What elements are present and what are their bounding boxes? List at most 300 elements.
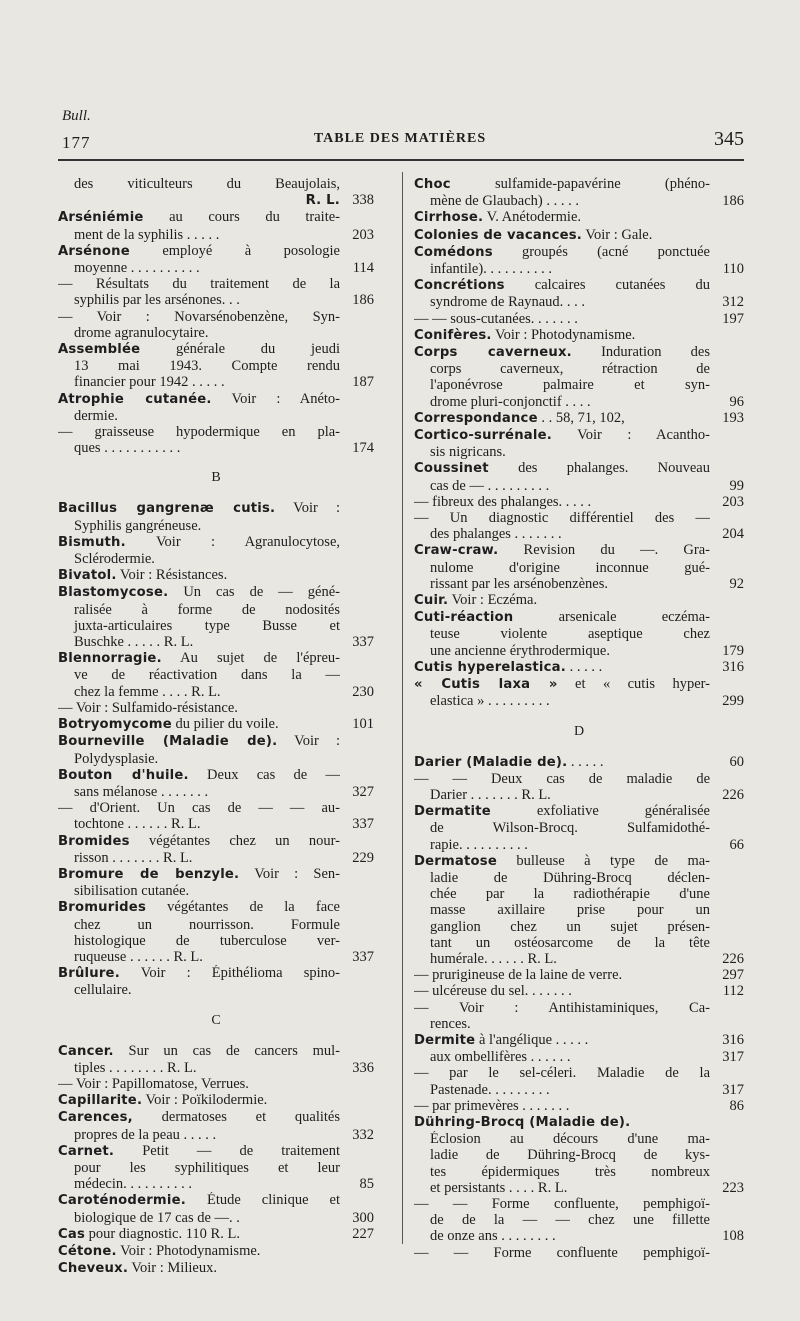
index-line xyxy=(414,967,744,983)
index-headword: Capillarite. xyxy=(58,1093,143,1109)
index-entry-body: — Voir : Antihistaminiques, Ca- xyxy=(414,999,710,1016)
index-entry-body: Buschke . . . . . R. L. xyxy=(74,634,194,651)
page-reference: 332 xyxy=(352,1126,374,1143)
index-entry-text xyxy=(414,277,710,294)
index-entry-text xyxy=(414,1131,710,1147)
page-reference: 229 xyxy=(352,849,374,866)
index-line xyxy=(414,886,744,902)
index-headword: Cas xyxy=(58,1226,86,1242)
index-entry-text xyxy=(58,1060,340,1076)
index-entry-body: Voir : xyxy=(277,733,340,750)
index-entry-text xyxy=(58,1160,340,1176)
page-reference xyxy=(710,886,744,902)
index-headword: Dermatite xyxy=(414,804,491,820)
index-entry-body: Voir : xyxy=(275,500,340,517)
index-entry-text xyxy=(414,803,710,820)
index-entry-body: moyenne . . . . . . . . . . xyxy=(74,260,200,277)
index-entry-body: de onze ans . . . . . . . . xyxy=(430,1228,556,1245)
index-entry-text xyxy=(414,754,710,771)
index-entry-body: Pastenade. . . . . . . . . xyxy=(430,1081,550,1098)
page-reference xyxy=(340,424,374,440)
page-reference xyxy=(340,1143,374,1160)
page-reference: 316 xyxy=(722,658,744,675)
index-line xyxy=(58,700,374,716)
page-reference xyxy=(710,227,744,244)
index-entry-text xyxy=(414,410,710,427)
index-line xyxy=(414,820,744,836)
index-entry-body: arsenicale eczéma- xyxy=(513,609,710,626)
index-entry-text xyxy=(414,853,710,870)
index-line xyxy=(58,650,374,667)
page-reference xyxy=(340,800,374,816)
index-entry-text xyxy=(414,1245,710,1261)
index-entry-text xyxy=(58,500,340,517)
index-headword: Blennorragie. xyxy=(58,651,162,667)
index-entry-body: chez un nourrisson. Formule xyxy=(74,916,340,933)
index-entry-body: des phalanges. Nouveau xyxy=(488,460,710,477)
index-entry-body: — graisseuse hypodermique en pla- xyxy=(58,424,340,441)
index-entry-text xyxy=(58,408,340,424)
index-entry-text xyxy=(58,1127,340,1143)
index-entry-body: financier pour 1942 . . . . . xyxy=(74,374,225,391)
index-entry-text xyxy=(58,1260,340,1277)
index-entry-text xyxy=(414,659,710,676)
index-line xyxy=(58,584,374,601)
page-reference xyxy=(710,1065,744,1081)
index-line xyxy=(414,1180,744,1196)
index-entry-body: corps caverneux, rétraction de xyxy=(430,361,710,378)
index-entry-text xyxy=(58,700,340,716)
index-entry-text xyxy=(414,526,710,542)
index-line xyxy=(58,1243,374,1260)
index-line xyxy=(414,327,744,344)
index-entry-text xyxy=(414,771,710,787)
index-entry-text xyxy=(58,650,340,667)
index-line xyxy=(58,850,374,866)
index-entry-text xyxy=(58,667,340,683)
index-entry-body: syphilis par les arsénones. . . xyxy=(74,292,240,309)
index-entry-text xyxy=(58,1192,340,1209)
page-reference xyxy=(710,1000,744,1016)
index-line xyxy=(58,1160,374,1176)
index-entry-body: R. L. xyxy=(305,193,340,209)
index-entry-text xyxy=(58,784,340,800)
index-line xyxy=(58,1109,374,1126)
index-line xyxy=(58,440,374,456)
page-reference xyxy=(340,518,374,534)
index-line xyxy=(414,344,744,361)
index-entry-text xyxy=(414,870,710,886)
page-reference: 186 xyxy=(352,292,374,309)
index-line xyxy=(414,193,744,209)
page-reference: 223 xyxy=(722,1179,744,1196)
index-headword: Bromure de benzyle. xyxy=(58,866,240,882)
index-entry-text xyxy=(414,394,710,410)
index-entry-body: mène de Glaubach) . . . . . xyxy=(430,193,579,210)
page-reference xyxy=(340,667,374,683)
page-reference: 60 xyxy=(729,753,744,770)
page-reference xyxy=(710,902,744,918)
index-entry-body: — par le sel-céleri. Maladie de la xyxy=(414,1065,710,1082)
page-reference xyxy=(340,243,374,260)
page-reference: 337 xyxy=(352,634,374,651)
index-entry-text xyxy=(58,551,340,567)
index-entry-body: — prurigineuse de la laine de verre. xyxy=(414,967,623,984)
index-line xyxy=(58,634,374,650)
index-entry-text xyxy=(414,592,710,609)
index-entry-text xyxy=(58,192,340,209)
index-entry-body: Voir : Anéto- xyxy=(211,390,340,407)
index-entry-text xyxy=(58,733,340,750)
page-reference xyxy=(340,833,374,850)
page-reference xyxy=(340,767,374,784)
index-entry-text xyxy=(414,676,710,693)
index-entry-text xyxy=(414,209,710,226)
index-headword: Bouton d'huile. xyxy=(58,767,189,783)
index-entry-text xyxy=(58,276,340,292)
index-headword: Bromides xyxy=(58,833,130,849)
index-line xyxy=(414,542,744,559)
index-entry-text xyxy=(414,609,710,626)
index-entry-text xyxy=(58,325,340,341)
index-line xyxy=(58,1210,374,1226)
index-entry-text xyxy=(414,294,710,310)
index-entry-text xyxy=(414,244,710,261)
index-entry-body: l'aponévrose palmaire et syn- xyxy=(430,377,710,394)
page-reference xyxy=(340,534,374,551)
index-entry-text xyxy=(58,358,340,374)
page-reference xyxy=(340,391,374,408)
index-headword: Cancer. xyxy=(58,1043,114,1059)
index-line xyxy=(414,643,744,659)
page-reference xyxy=(710,1245,744,1261)
index-entry-body: végétantes chez un nour- xyxy=(129,832,340,849)
index-line xyxy=(58,1043,374,1060)
page-reference xyxy=(710,803,744,820)
page-reference: 327 xyxy=(352,783,374,800)
index-entry-body: Voir : Résistances. xyxy=(116,567,228,584)
index-line xyxy=(414,1131,744,1147)
index-column-right xyxy=(414,176,744,1261)
index-line xyxy=(414,693,744,709)
page-reference: 226 xyxy=(722,786,744,803)
index-entry-text xyxy=(58,899,340,916)
index-entry-text xyxy=(414,1114,710,1131)
index-entry-body: sibilisation cutanée. xyxy=(74,883,190,900)
index-entry-text xyxy=(58,584,340,601)
index-line xyxy=(414,410,744,427)
index-entry-body: — — Deux cas de maladie de xyxy=(414,770,710,787)
index-entry-text xyxy=(58,965,340,982)
index-line xyxy=(414,676,744,693)
index-headword: Coussinet xyxy=(414,461,489,477)
index-line xyxy=(58,292,374,308)
page-reference: 300 xyxy=(352,1209,374,1226)
index-line xyxy=(58,518,374,534)
index-headword: Cheveux. xyxy=(58,1261,129,1277)
index-entry-text xyxy=(414,643,710,659)
index-entry-text xyxy=(58,933,340,949)
index-line xyxy=(58,1127,374,1143)
index-line xyxy=(58,243,374,260)
section-letter: B xyxy=(211,470,221,486)
index-entry-body: tochtone . . . . . . R. L. xyxy=(74,816,201,833)
section-letter: D xyxy=(573,723,585,739)
page-reference: 193 xyxy=(722,409,744,426)
index-column-left xyxy=(58,176,374,1277)
index-headword: Bismuth. xyxy=(58,534,126,550)
index-entry-body: générale du jeudi xyxy=(140,341,340,358)
index-headword: Dermite xyxy=(414,1032,476,1048)
page-reference: 112 xyxy=(722,983,744,1000)
index-line xyxy=(414,1196,744,1212)
index-entry-text xyxy=(414,1032,710,1049)
page-reference xyxy=(340,358,374,374)
index-headword: Dühring-Brocq (Maladie de). xyxy=(414,1114,631,1130)
index-entry-text xyxy=(58,1226,340,1243)
index-entry-text xyxy=(58,618,340,634)
index-entry-text xyxy=(414,1196,710,1212)
index-entry-body: Voir : Agranulocytose, xyxy=(125,533,340,550)
index-entry-body: masse axillaire prise pour un xyxy=(430,902,710,919)
index-line xyxy=(414,919,744,935)
page-reference xyxy=(340,883,374,899)
index-entry-body: Deux cas de — xyxy=(188,766,340,783)
index-line xyxy=(414,1098,744,1114)
page-reference xyxy=(340,650,374,667)
index-headword: Arséniémie xyxy=(58,210,144,226)
index-entry-body: V. Anétodermie. xyxy=(483,209,581,226)
page-reference xyxy=(710,609,744,626)
index-entry-body: ladie de Dühring-Brocq déclen- xyxy=(430,869,710,886)
index-entry-body: à l'angélique . . . . . xyxy=(475,1031,589,1048)
index-entry-text xyxy=(58,374,340,390)
index-entry-body: tiples . . . . . . . . R. L. xyxy=(74,1059,197,1076)
index-line xyxy=(414,1245,744,1261)
page-reference xyxy=(340,209,374,226)
index-entry-body: drome pluri-conjonctif . . . . xyxy=(430,393,591,410)
index-entry-text xyxy=(414,377,710,393)
page-reference xyxy=(710,244,744,261)
index-line xyxy=(414,1032,744,1049)
index-entry-body: teuse violente aseptique chez xyxy=(430,626,710,643)
index-entry-text xyxy=(414,951,710,967)
index-entry-text xyxy=(414,626,710,642)
index-entry-text xyxy=(58,602,340,618)
index-entry-text xyxy=(58,800,340,816)
page-reference: 86 xyxy=(729,1097,744,1114)
index-line xyxy=(414,1016,744,1032)
index-entry-body: — d'Orient. Un cas de — — au- xyxy=(58,800,340,817)
index-line xyxy=(414,444,744,460)
index-entry-body: Au sujet de l'épreu- xyxy=(161,650,340,667)
index-headword: Botryomycome xyxy=(58,717,172,733)
page-reference xyxy=(710,361,744,377)
page-reference: 108 xyxy=(722,1228,744,1245)
index-entry-body: — par primevères . . . . . . . xyxy=(414,1097,570,1114)
index-line xyxy=(414,754,744,771)
page-reference xyxy=(710,427,744,444)
index-entry-text xyxy=(414,919,710,935)
index-entry-body: Voir : Milieux. xyxy=(128,1260,217,1277)
index-headword: Assemblée xyxy=(58,342,141,358)
index-entry-text xyxy=(414,478,710,494)
index-line xyxy=(58,784,374,800)
page-reference: 230 xyxy=(352,683,374,700)
index-entry-body: ganglion chez un sujet présen- xyxy=(430,918,710,935)
index-line xyxy=(414,853,744,870)
index-line xyxy=(58,500,374,517)
index-entry-body: bulleuse à type de ma- xyxy=(497,852,710,869)
index-line xyxy=(414,560,744,576)
index-entry-text xyxy=(414,837,710,853)
index-entry-body: Éclosion au décours d'une ma- xyxy=(430,1131,710,1148)
index-line xyxy=(414,935,744,951)
index-line xyxy=(414,576,744,592)
index-entry-body: tant un ostéosarcome de la tête xyxy=(430,934,710,951)
index-entry-text xyxy=(58,1243,340,1260)
index-entry-body: — Voir : Novarsénobenzène, Syn- xyxy=(58,308,340,325)
index-line xyxy=(414,478,744,494)
index-entry-text xyxy=(414,1164,710,1180)
page-reference xyxy=(710,542,744,559)
index-headword: Cuir. xyxy=(414,593,449,609)
index-line xyxy=(58,800,374,816)
index-entry-body: ruqueuse . . . . . . R. L. xyxy=(74,948,203,965)
index-entry-body: — Un diagnostic différentiel des — xyxy=(414,510,710,527)
index-headword: Bourneville (Maladie de). xyxy=(58,734,278,750)
page-reference xyxy=(710,460,744,477)
page-reference xyxy=(340,917,374,933)
index-entry-body: — — Forme confluente, pemphigoï- xyxy=(414,1195,710,1212)
index-entry-body: de Wilson-Brocq. Sulfamidothé- xyxy=(430,820,710,837)
index-line xyxy=(414,771,744,787)
index-entry-text xyxy=(58,176,340,192)
page-reference xyxy=(710,771,744,787)
index-entry-body: ques . . . . . . . . . . . xyxy=(74,440,181,457)
page-reference xyxy=(710,820,744,836)
index-entry-body: des phalanges . . . . . . . xyxy=(430,526,562,543)
index-entry-body: sans mélanose . . . . . . . xyxy=(74,783,209,800)
index-line xyxy=(58,949,374,965)
index-entry-text xyxy=(414,1147,710,1163)
index-entry-text xyxy=(58,518,340,534)
index-line xyxy=(58,374,374,390)
page-reference xyxy=(340,309,374,325)
index-headword: Colonies de vacances. xyxy=(414,227,583,243)
index-line xyxy=(414,902,744,918)
page-reference xyxy=(710,676,744,693)
page-reference xyxy=(340,584,374,601)
index-line xyxy=(414,787,744,803)
index-entry-body: une ancienne érythrodermique. xyxy=(430,642,610,659)
index-line xyxy=(58,833,374,850)
index-entry-body: Darier . . . . . . . R. L. xyxy=(430,786,551,803)
index-line xyxy=(58,866,374,883)
index-entry-text xyxy=(58,751,340,767)
index-entry-body: elastica » . . . . . . . . . xyxy=(430,693,550,710)
index-line xyxy=(414,1212,744,1228)
index-entry-text xyxy=(58,917,340,933)
index-entry-body: . . 58, 71, 102, xyxy=(537,409,625,426)
page-reference: 99 xyxy=(729,477,744,494)
index-line xyxy=(414,609,744,626)
index-entry-text xyxy=(414,902,710,918)
index-entry-text xyxy=(58,309,340,325)
page-reference xyxy=(710,870,744,886)
index-line xyxy=(58,917,374,933)
index-headword: Cétone. xyxy=(58,1243,117,1259)
index-entry-text xyxy=(414,193,710,209)
index-entry-text xyxy=(414,460,710,477)
index-entry-text xyxy=(414,1065,710,1081)
index-entry-text xyxy=(58,440,340,456)
index-entry-text xyxy=(58,260,340,276)
index-entry-text xyxy=(58,816,340,832)
page-reference: 85 xyxy=(359,1176,374,1193)
index-entry-body: Voir : Acantho- xyxy=(551,427,710,444)
index-entry-text xyxy=(414,494,710,510)
index-line xyxy=(58,767,374,784)
index-entry-body: rapie. . . . . . . . . . xyxy=(430,836,528,853)
index-line xyxy=(414,983,744,999)
page-reference xyxy=(710,1131,744,1147)
page-reference xyxy=(340,1076,374,1092)
page-reference xyxy=(710,209,744,226)
page-reference: 299 xyxy=(722,693,744,710)
index-entry-body: Voir : Photodynamisme. xyxy=(116,1242,261,1259)
index-entry-body: Revision du —. Gra- xyxy=(498,542,710,559)
index-headword: Concrétions xyxy=(414,278,505,294)
page-reference: 92 xyxy=(729,575,744,592)
index-entry-body: dermie. xyxy=(74,407,118,424)
index-headword: Bivatol. xyxy=(58,568,117,584)
page-reference xyxy=(340,982,374,998)
index-line xyxy=(414,227,744,244)
page-reference xyxy=(340,1243,374,1260)
index-entry-body: Voir : Sen- xyxy=(239,865,340,882)
index-line xyxy=(58,551,374,567)
index-entry-body: sis nigricans. xyxy=(430,444,506,461)
index-line xyxy=(414,176,744,193)
index-headword: Cirrhose. xyxy=(414,210,484,226)
index-headword: Darier (Maladie de). xyxy=(414,754,568,770)
index-entry-body: — Résultats du traitement de la xyxy=(58,276,340,293)
index-entry-body: Sur un cas de cancers mul- xyxy=(113,1042,340,1059)
index-entry-body: Petit — de traitement xyxy=(114,1142,340,1159)
page-reference xyxy=(710,919,744,935)
index-entry-text xyxy=(58,767,340,784)
index-line xyxy=(414,1000,744,1016)
index-line xyxy=(414,803,744,820)
index-entry-body: végétantes de la face xyxy=(146,899,340,916)
index-line xyxy=(58,325,374,341)
index-line xyxy=(58,309,374,325)
index-entry-body: Voir : Eczéma. xyxy=(448,592,538,609)
index-entry-body: — — Forme confluente pemphigoï- xyxy=(414,1244,710,1261)
index-line xyxy=(414,510,744,526)
index-entry-text xyxy=(414,327,710,344)
index-line xyxy=(58,899,374,916)
index-headword: Atrophie cutanée. xyxy=(58,391,212,407)
index-entry-body: du pilier du voile. xyxy=(171,716,279,733)
index-line xyxy=(414,261,744,277)
page-reference: 187 xyxy=(352,374,374,391)
index-entry-text xyxy=(58,1109,340,1126)
page-reference: 110 xyxy=(722,261,744,278)
page-reference xyxy=(710,1114,744,1131)
column-divider xyxy=(402,172,403,1244)
